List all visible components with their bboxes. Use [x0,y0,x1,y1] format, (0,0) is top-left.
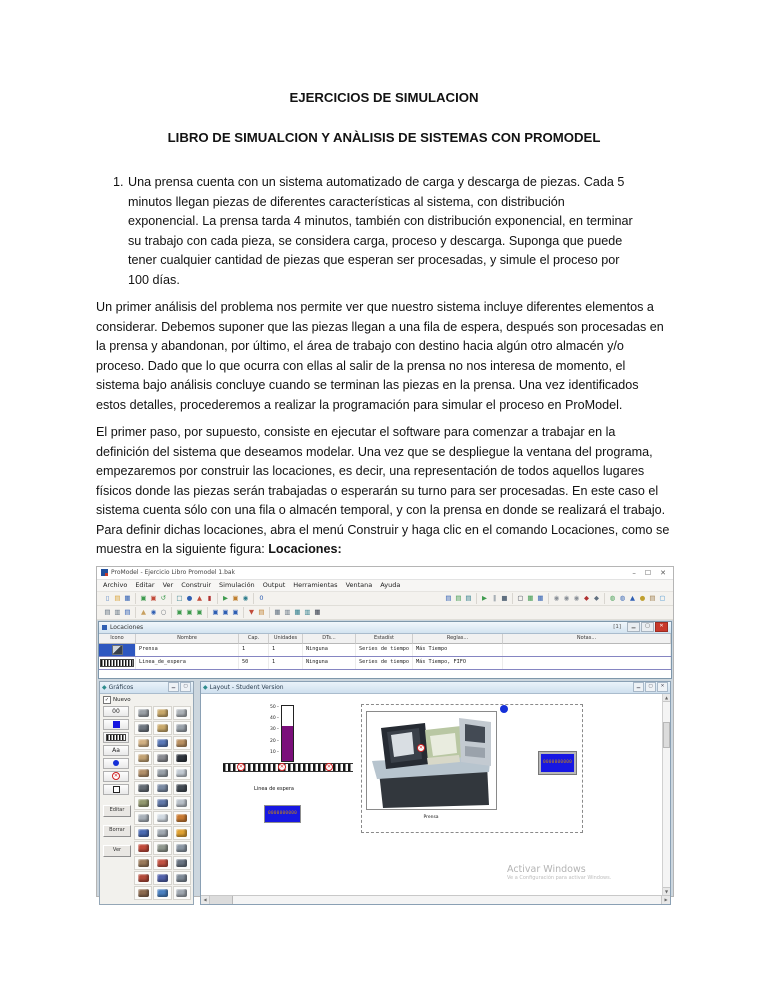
prensa-icon [99,644,136,656]
toolbar-icon[interactable]: ▣ [232,593,239,602]
machine-graphic [138,709,149,717]
graphic-thumbnail[interactable] [173,736,191,750]
toolbar-icon[interactable]: ▯ [105,593,110,602]
minimize-icon[interactable]: – [632,568,636,577]
list-number: 1. [113,175,124,189]
machine-graphic [157,889,168,897]
machine-graphic [176,709,187,717]
machine-graphic [157,754,168,762]
toolbar-icon[interactable]: ◉ [553,593,560,602]
palette-icon: ◆ [102,683,107,691]
table-cell[interactable]: Series de tiempo [356,657,413,669]
table-cell[interactable]: 50 [239,657,269,669]
doc-subtitle: LIBRO DE SIMUALCION Y ANÀLISIS DE SISTEMAS CON PROMODEL [167,130,601,145]
spacer [103,797,131,803]
machine-graphic [138,784,149,792]
graphic-thumbnail[interactable] [134,706,152,720]
toolbar-group [513,593,549,604]
paragraph-3-bold: Locaciones: [268,542,342,556]
toolbar-icon[interactable]: ◉ [242,593,249,602]
toolbar-icon[interactable]: ▣ [186,607,193,616]
layout-canvas[interactable] [201,694,670,895]
toolbar-group [270,607,325,618]
machine-graphic [176,769,187,777]
press-machine-image [367,712,496,809]
paragraph-2: Un primer análisis del problema nos permite ver que nuestro sistema incluye diferentes elementos a considerar. Debemos suponer que las piezas llegan a una fila de espera, después son procesadas en la prensa y abandonan, por último, el área de trabajo con destino hacia algún otro almacén y/o proceso. Dado que lo que ocurra con ellas al salir de la prensa no nos interesa de momento, el sistema bajo análisis concluye cuando se terminan las piezas en la prensa. Una vez identificados estos detalles, procederemos a realizar la programación para simular el proceso en ProModel. [96,300,664,412]
machine-graphic [157,724,168,732]
graphic-thumbnail[interactable] [173,841,191,855]
toolbar-group [172,607,208,618]
toolbar-icon[interactable]: ▥ [304,607,311,616]
layout-window [200,681,671,905]
machine-graphic [138,844,149,852]
scrollbar-thumb[interactable] [210,896,233,904]
column-header[interactable]: Notas... [503,634,671,644]
restore-icon[interactable]: ▢ [180,682,191,692]
graphic-thumbnail[interactable] [134,826,152,840]
machine-graphic [176,874,187,882]
queue-label[interactable]: Linea de espera [254,785,294,792]
machine-graphic [138,829,149,837]
machine-graphic [157,784,168,792]
spacer [103,819,131,823]
machine-graphic [138,754,149,762]
toolbar-group [605,593,670,604]
watermark-line1: Activar Windows [507,863,586,875]
column-header[interactable]: Icono [99,634,136,644]
machine-graphic [176,829,187,837]
toolbar-icon[interactable]: ▦ [294,607,301,616]
machine-graphic [176,859,187,867]
toolbar-icon[interactable]: ∥ [492,593,497,602]
minimize-icon[interactable]: ▁ [168,682,179,692]
machine-graphic [157,739,168,747]
text-tool[interactable]: Aa [103,745,129,756]
region-tool[interactable] [103,784,129,795]
graphic-thumbnail[interactable] [153,736,171,750]
graphic-thumbnail[interactable] [153,856,171,870]
promodel-logo-icon [101,569,108,576]
close-icon[interactable]: ✕ [657,682,668,692]
paragraph-3 [96,423,672,560]
horizontal-scrollbar[interactable] [201,895,670,904]
locations-title: Locaciones [110,623,144,631]
locations-title-bar[interactable] [99,622,671,634]
toolbar-icon[interactable]: ◉ [563,593,570,602]
close-icon[interactable]: ✕ [660,568,666,577]
restore-icon[interactable]: ▢ [645,682,656,692]
menu-simulación[interactable]: Simulación [219,581,255,589]
toolbar-icon[interactable]: ▦ [124,593,131,602]
gauge-scale [263,705,279,762]
graphics-title: Gráficos [108,683,134,691]
promodel-screenshot [96,566,674,902]
graphic-thumbnail[interactable] [173,766,191,780]
machine-graphic [176,724,187,732]
column-header[interactable]: DTs... [303,634,356,644]
table-cell[interactable]: Series de tiempo [356,644,413,656]
graphic-library [134,706,191,902]
conveyor-icon [99,657,136,669]
graphic-thumbnail[interactable] [173,721,191,735]
machine-graphic [176,784,187,792]
locations-body [99,644,671,670]
toolbar-icon[interactable]: ▢ [659,593,666,602]
toolbar-icon[interactable]: ▥ [114,607,121,616]
machine-graphic [176,739,187,747]
table-cell[interactable]: Prensa [136,644,239,656]
conveyor-queue[interactable] [223,763,353,772]
toolbar-icon[interactable]: ▣ [232,607,239,616]
graphic-thumbnail[interactable] [134,796,152,810]
queue-counter[interactable]: 0000000000 [264,805,301,823]
table-cell[interactable]: Más Tiempo, FIFO [413,657,503,669]
entity-spot-icon[interactable]: ✕ [279,763,285,770]
ver-button[interactable]: Ver [103,845,131,857]
graphic-thumbnail[interactable] [153,796,171,810]
entity-spot-icon[interactable]: ✕ [238,763,244,770]
toolbar-icon[interactable]: ▤ [258,607,265,616]
toolbar-row-1-left [100,593,269,604]
graphic-thumbnail[interactable] [153,751,171,765]
table-cell[interactable]: Más Tiempo [413,644,503,656]
editar-button[interactable]: Editar [103,805,131,817]
menu-bar [97,580,673,592]
close-icon[interactable]: ✕ [655,622,668,632]
locations-window [98,621,672,679]
status-light-tool[interactable] [103,719,129,730]
borrar-button[interactable]: Borrar [103,825,131,837]
toolbar-group [100,607,136,618]
graphic-thumbnail[interactable] [153,706,171,720]
machine-graphic [138,814,149,822]
machine-graphic [138,739,149,747]
graphic-thumbnail[interactable] [134,856,152,870]
toolbar-icon[interactable]: ▤ [114,593,121,602]
gauge-tick-label: 30 – [263,727,279,738]
graphic-thumbnail[interactable] [134,751,152,765]
bottom-panels [97,681,673,905]
menu-ventana[interactable]: Ventana [345,581,373,589]
graphic-thumbnail[interactable] [134,871,152,885]
toolbar-icon[interactable]: □ [176,593,183,602]
prensa-thumbnail [112,645,123,655]
toolbar-icon[interactable]: ▲ [197,593,202,602]
toolbar-icon[interactable]: ▣ [212,607,219,616]
graphic-thumbnail[interactable] [134,736,152,750]
toolbar-icon[interactable]: ○ [160,607,167,616]
graphic-thumbnail[interactable] [173,811,191,825]
machine-graphic [176,754,187,762]
machine-graphic [176,799,187,807]
toolbar-icon[interactable]: ▦ [537,593,544,602]
gauge-tick-label: 20 – [263,739,279,750]
menu-output[interactable]: Output [262,581,286,589]
table-cell[interactable] [503,657,671,669]
list-item-1 [113,173,634,290]
toolbar-icon[interactable]: ▦ [527,593,534,602]
machine-graphic [138,874,149,882]
menu-editar[interactable]: Editar [135,581,155,589]
column-header[interactable]: Unidades [269,634,303,644]
counter-tool[interactable]: 00 [103,706,129,717]
toolbar-row-1 [97,592,673,606]
table-cell[interactable]: Ninguna [303,644,356,656]
graphic-thumbnail[interactable] [173,781,191,795]
press-counter[interactable]: 0000000000 [539,752,576,774]
machine-graphic [157,829,168,837]
queue-gauge[interactable] [281,705,294,762]
toolbar-icon[interactable]: ▣ [150,593,157,602]
table-cell[interactable]: 1 [239,644,269,656]
locations-header [99,634,671,644]
entity-spot-icon[interactable]: ✕ [326,763,332,770]
status-light-icon [113,721,120,728]
table-row[interactable] [99,657,671,670]
spacer [103,839,131,843]
graphic-thumbnail[interactable] [134,886,152,900]
scroll-down-icon[interactable]: ▼ [664,888,669,894]
toolbar-group [208,607,244,618]
scrollbar-track[interactable] [233,896,661,904]
toolbar-group [136,593,172,604]
entity-spot-icon[interactable]: ✕ [418,744,424,751]
toolbar-icon[interactable]: ▤ [649,593,656,602]
toolbar-icon[interactable]: ▦ [314,607,321,616]
graphics-panel [99,681,194,905]
gauge-tick-label: 50 – [263,705,279,716]
press-label[interactable]: Prensa [423,814,439,820]
entity-spot-tool[interactable] [103,771,129,782]
table-cell[interactable]: 1 [269,657,303,669]
scrollbar-thumb[interactable] [663,722,670,748]
toolbar-group [244,607,270,618]
column-header[interactable]: Reglas... [413,634,503,644]
toolbar-icon[interactable]: ▣ [140,593,147,602]
node-tool[interactable] [103,758,129,769]
graphic-thumbnail[interactable] [134,781,152,795]
toolbar-icon[interactable]: ◍ [619,593,626,602]
machine-graphic [138,889,149,897]
doc-title: EJERCICIOS DE SIMULACION [289,90,479,105]
entity-spot-icon: ✕ [113,773,119,779]
machine-graphic [176,844,187,852]
graphic-thumbnail[interactable] [134,811,152,825]
graphic-thumbnail[interactable] [153,841,171,855]
toolbar-icon[interactable]: ▣ [176,607,183,616]
column-header[interactable]: Nombre [136,634,239,644]
machine-graphic [157,844,168,852]
toolbar-icon[interactable]: 0 [259,593,264,602]
menu-construir[interactable]: Construir [181,581,212,589]
machine-graphic [138,769,149,777]
menu-ver[interactable]: Ver [162,581,174,589]
locations-badge: [1] [613,624,621,630]
graphic-thumbnail[interactable] [173,796,191,810]
conveyor-thumbnail [100,659,134,667]
graphic-thumbnail[interactable] [173,751,191,765]
toolbar-icon[interactable]: ▮ [207,593,212,602]
toolbar-row-2 [97,606,673,620]
graphic-thumbnail[interactable] [153,811,171,825]
machine-graphic [138,724,149,732]
column-header[interactable]: Cap. [239,634,269,644]
toolbar-icon[interactable]: ◆ [594,593,599,602]
scroll-up-icon[interactable]: ▲ [664,694,669,700]
table-cell[interactable]: Ninguna [303,657,356,669]
toolbar-icon[interactable]: ▶ [482,593,487,602]
scroll-right-icon[interactable]: ▶ [661,896,670,904]
maximize-icon[interactable]: ☐ [644,568,652,577]
toolbar-group [100,593,136,604]
toolbar-icon[interactable]: ◉ [573,593,580,602]
list-text: Una prensa cuenta con un sistema automatizado de carga y descarga de piezas. Cada 5 minutos llegan piezas de diferentes características al sistema, con distribución exponencial. La prensa tarda 4 minutos, también con distribución exponencial, en terminar su trabajo con cada pieza, se considera carga, proceso y descarga. Suponga que puede tener cualquier cantidad de piezas que esperan ser procesadas, y simule el proceso por 100 días. [128,175,633,287]
graphic-thumbnail[interactable] [134,721,152,735]
toolbar-icon[interactable]: ▤ [455,593,462,602]
toolbar-icon[interactable]: ▣ [196,607,203,616]
vertical-scrollbar[interactable] [662,694,670,895]
layout-title: Layout - Student Version [209,683,284,691]
spacer [103,859,131,863]
graphic-thumbnail[interactable] [134,766,152,780]
menu-ayuda[interactable]: Ayuda [380,581,401,589]
restore-icon[interactable]: ▢ [641,622,654,632]
gauge-fill [282,726,293,760]
graphic-tools [103,706,131,902]
toolbar-icon[interactable]: ▶ [223,593,228,602]
graphic-thumbnail[interactable] [153,766,171,780]
node-marker[interactable] [500,705,508,713]
machine-graphic [157,874,168,882]
gauge-tick-label: 10 – [263,750,279,761]
table-cell[interactable]: 1 [269,644,303,656]
toolbar-icon[interactable]: ▤ [104,607,111,616]
toolbar-icon[interactable]: ◆ [584,593,589,602]
machine-graphic [157,799,168,807]
minimize-icon[interactable]: ▁ [633,682,644,692]
toolbar-icon[interactable]: ↺ [160,593,167,602]
toolbar-icon[interactable]: ▤ [465,593,472,602]
toolbar-group [172,593,218,604]
menu-archivo[interactable]: Archivo [103,581,128,589]
table-row[interactable] [99,644,671,657]
scroll-left-icon[interactable]: ◀ [201,896,210,904]
machine-graphic [157,709,168,717]
machine-graphic [138,859,149,867]
toolbar-icon[interactable]: ● [186,593,193,602]
toolbar-icon[interactable]: ▤ [124,607,131,616]
minimize-icon[interactable]: ▁ [627,622,640,632]
graphics-title-bar[interactable] [100,682,193,694]
graphic-thumbnail[interactable] [153,886,171,900]
layout-title-bar[interactable] [201,682,670,694]
graphic-thumbnail[interactable] [134,841,152,855]
machine-graphic [176,814,187,822]
graphic-thumbnail[interactable] [153,781,171,795]
activate-windows-watermark [507,864,611,881]
toolbar-row-1-right [441,593,670,604]
toolbar-icon[interactable]: ▲ [630,593,635,602]
new-graphic-label: Nuevo [113,696,131,703]
machine-graphic [157,859,168,867]
toolbar-icon[interactable]: ● [639,593,646,602]
machine-graphic [157,814,168,822]
graphic-thumbnail[interactable] [173,826,191,840]
graphic-thumbnail[interactable] [173,886,191,900]
column-header[interactable]: Estadíst [356,634,413,644]
menu-herramientas[interactable]: Herramientas [293,581,338,589]
machine-graphic [176,889,187,897]
table-cell[interactable]: Linea_de_espera [136,657,239,669]
toolbar-group [218,593,254,604]
toolbar-icon[interactable]: ▥ [284,607,291,616]
conveyor-icon [106,734,126,741]
app-title: ProModel - Ejercicio Libro Promodel 1.bak [111,569,236,576]
toolbar-icon[interactable]: ▼ [249,607,254,616]
graphic-thumbnail[interactable] [173,706,191,720]
toolbar-group [477,593,513,604]
toolbar-icon[interactable]: ◉ [150,607,157,616]
graphic-thumbnail[interactable] [173,871,191,885]
toolbar-group [549,593,605,604]
press-machine-graphic[interactable] [366,711,497,810]
graphic-thumbnail[interactable] [153,826,171,840]
toolbar-icon[interactable]: ▤ [445,593,452,602]
toolbar-group [441,593,477,604]
graphic-thumbnail[interactable] [153,871,171,885]
table-cell[interactable] [503,644,671,656]
app-title-bar [97,567,673,580]
layout-icon: ◆ [203,683,208,691]
toolbar-group [136,607,172,618]
new-graphic-checkbox[interactable]: ✓ [104,696,110,703]
locations-icon [102,625,107,630]
graphic-thumbnail[interactable] [173,856,191,870]
node-icon [113,760,119,766]
toolbar-icon[interactable]: ◍ [609,593,616,602]
toolbar-group [254,593,269,604]
paragraph-3-text: El primer paso, por supuesto, consiste en ejecutar el software para comenzar a trabajar en la definición del sistema que deseamos modelar. Una vez que se despliegue la ventana del programa, empezaremos por construir las locaciones, es decir, una representación de todos aquellos lugares físicos donde las piezas serán trabajadas o esperarán su turno para ser procesadas. En este caso el sistema cuenta sólo con una fila o almacén temporal, y con la prensa en donde se realizará el trabajo. Para definir dichas locaciones, abra el menú Construir y haga clic en el comando Locaciones, como se muestra en la siguiente figura: [96,425,670,556]
region-icon [113,786,120,793]
watermark-line2: Ve a Configuración para activar Windows. [507,874,612,881]
gauge-tick-label: 40 – [263,716,279,727]
toolbar-icon[interactable]: ▣ [222,607,229,616]
machine-graphic [157,769,168,777]
toolbar-icon[interactable]: ▦ [274,607,281,616]
toolbar-icon[interactable]: ▢ [517,593,524,602]
toolbar-icon[interactable]: ▲ [141,607,146,616]
toolbar-icon[interactable]: ■ [501,593,508,602]
conveyor-tool[interactable] [103,732,129,743]
machine-graphic [138,799,149,807]
graphic-thumbnail[interactable] [153,721,171,735]
